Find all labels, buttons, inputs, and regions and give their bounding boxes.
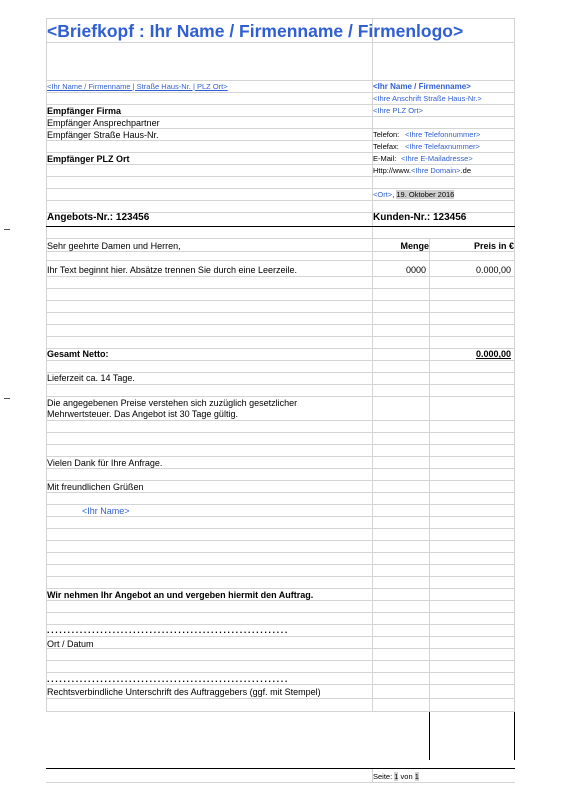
grid-line xyxy=(429,238,430,712)
grid-line xyxy=(46,660,515,661)
page-total: 1 xyxy=(414,772,419,781)
footer-line xyxy=(46,768,515,769)
grid-line xyxy=(46,540,515,541)
website xyxy=(373,165,471,177)
sender-city: <Ihre PLZ Ort> xyxy=(373,106,424,115)
item-text: Ihr Text beginnt hier. Absätze trennen Sie durch eine Leerzeile. xyxy=(47,265,297,275)
grid-line xyxy=(372,18,373,712)
divider-line xyxy=(46,226,515,227)
offer-number: Angebots-Nr.: 123456 xyxy=(47,212,150,223)
page-current: 1 xyxy=(394,772,399,781)
grid-line xyxy=(46,360,515,361)
grid-line xyxy=(46,698,515,699)
website-prefix: Http://www. xyxy=(373,166,411,175)
price-note-line-1: Die angegebenen Preise verstehen sich zuzüglich gesetzlicher xyxy=(47,398,298,408)
place-date-label: Ort / Datum xyxy=(47,639,94,649)
customer-number: Kunden-Nr.: 123456 xyxy=(373,212,467,223)
column-header-price: Preis in € xyxy=(473,241,514,251)
email-label: E-Mail: xyxy=(373,154,397,163)
signature-label: Rechtsverbindliche Unterschrift des Auftraggebers (ggf. mit Stempel) xyxy=(47,687,321,697)
grid-line xyxy=(46,276,515,277)
grid-line xyxy=(46,238,515,239)
grid-line xyxy=(46,711,515,712)
grid-line xyxy=(46,42,515,43)
recipient-company: Empfänger Firma xyxy=(47,106,122,116)
grid-line xyxy=(46,648,515,649)
grid-line xyxy=(46,564,515,565)
grid-line xyxy=(46,782,515,783)
grid-line xyxy=(46,432,515,433)
email-value: <Ihre E-Mailadresse> xyxy=(401,154,473,163)
grid-line xyxy=(514,712,515,760)
place-value: <Ort> xyxy=(373,190,393,199)
grid-line xyxy=(46,312,515,313)
return-address: <Ihr Name / Firmenname | Straße Haus-Nr. | PLZ Ort> xyxy=(47,82,228,91)
grid-line xyxy=(46,300,515,301)
fold-mark xyxy=(4,398,10,399)
closing-text: Mit freundlichen Grüßen xyxy=(47,482,144,492)
grid-line xyxy=(46,612,515,613)
recipient-contact: Empfänger Ansprechpartner xyxy=(47,118,160,128)
recipient-street: Empfänger Straße Haus-Nr. xyxy=(47,130,159,140)
grid-line xyxy=(46,384,515,385)
place-date xyxy=(373,189,454,201)
page-word: Seite: xyxy=(373,772,393,781)
price-note-line-2: Mehrwertsteuer. Das Angebot ist 30 Tage gültig. xyxy=(47,409,238,419)
date-separator: , xyxy=(392,190,395,199)
phone-value: <Ihre Telefonnummer> xyxy=(405,130,481,139)
total-label: Gesamt Netto: xyxy=(47,349,109,359)
grid-line xyxy=(46,336,515,337)
website-domain: <Ihre Domain> xyxy=(410,166,461,175)
website-suffix: .de xyxy=(460,166,471,175)
fax-label: Telefax: xyxy=(373,142,399,151)
grid-line xyxy=(46,288,515,289)
thanks-text: Vielen Dank für Ihre Anfrage. xyxy=(47,458,163,468)
column-header-quantity: Menge xyxy=(400,241,429,251)
date-value: 19. Oktober 2016 xyxy=(396,190,455,199)
page-of: von xyxy=(400,772,413,781)
grid-line xyxy=(46,576,515,577)
acceptance-text: Wir nehmen Ihr Angebot an und vergeben hiermit den Auftrag. xyxy=(47,590,314,600)
grid-line xyxy=(46,324,515,325)
dotted-line-date: ........................................................... xyxy=(47,625,289,635)
greeting: Sehr geehrte Damen und Herren, xyxy=(47,241,181,251)
grid-line xyxy=(46,552,515,553)
grid-line xyxy=(46,444,515,445)
grid-line xyxy=(46,420,515,421)
fax-value: <Ihre Telefaxnummer> xyxy=(405,142,480,151)
recipient-city: Empfänger PLZ Ort xyxy=(47,154,130,164)
signature-name: <Ihr Name> xyxy=(82,506,130,516)
dotted-line-signature: ........................................................... xyxy=(47,674,289,684)
grid-line xyxy=(46,636,515,637)
total-value: 0.000,00 xyxy=(475,349,511,359)
item-price: 0.000,00 xyxy=(475,265,511,275)
grid-line xyxy=(46,528,515,529)
letterhead-title: <Briefkopf : Ihr Name / Firmenname / Firmenlogo> xyxy=(47,21,464,41)
phone-label: Telefon: xyxy=(373,130,400,139)
grid-line xyxy=(514,18,515,712)
page-number xyxy=(373,771,419,783)
grid-line xyxy=(429,712,430,760)
delivery-note: Lieferzeit ca. 14 Tage. xyxy=(47,373,135,383)
sender-street: <Ihre Anschrift Straße Haus-Nr.> xyxy=(373,94,482,103)
grid-line xyxy=(46,18,515,19)
item-quantity: 0000 xyxy=(405,265,426,275)
grid-line xyxy=(46,260,515,261)
fold-mark xyxy=(4,229,10,230)
sender-name: <Ihr Name / Firmenname> xyxy=(373,82,471,91)
